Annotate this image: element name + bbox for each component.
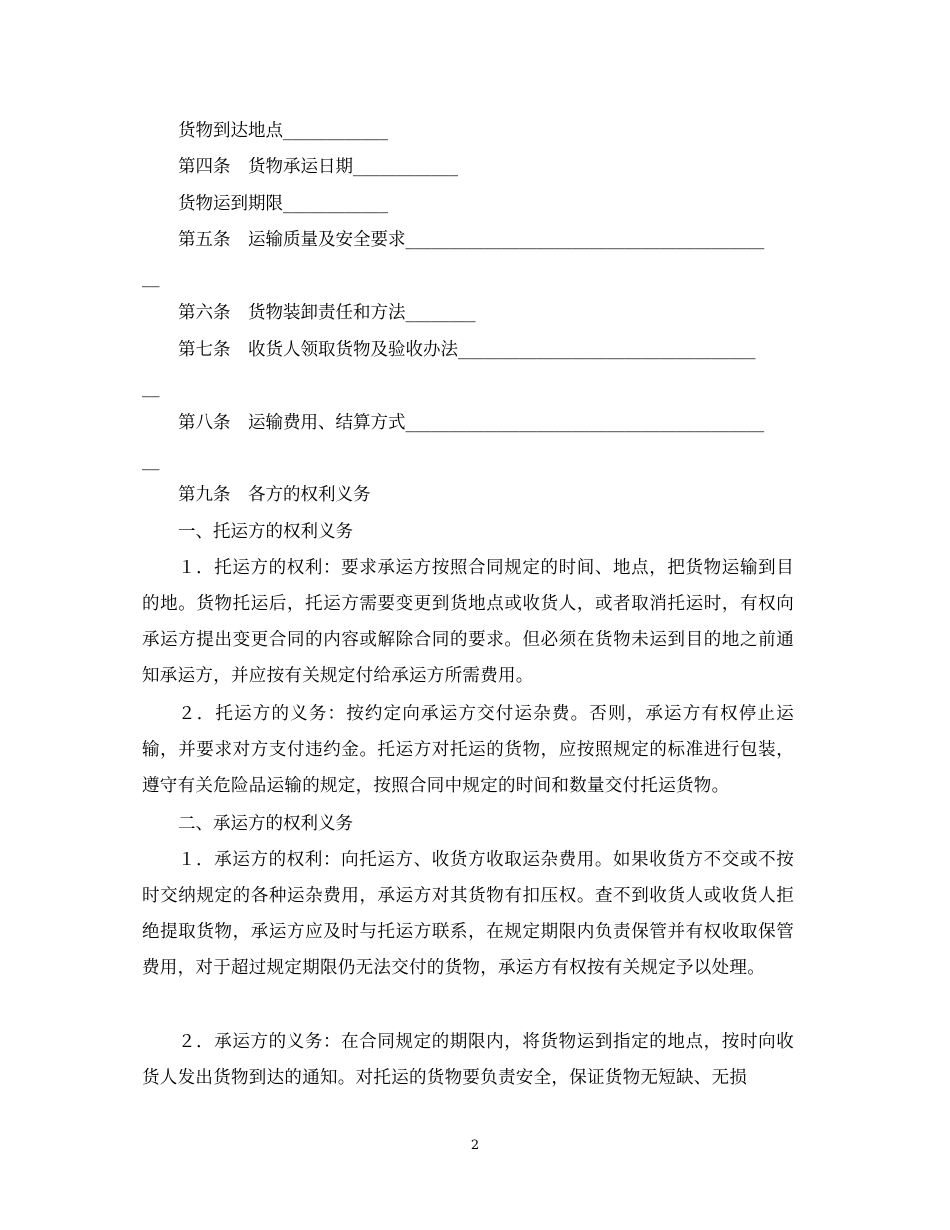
section-1-heading: 一、托运方的权利义务 (178, 522, 353, 542)
cargo-arrival-place-line: 货物到达地点____________ (178, 121, 388, 141)
shipper-rights-paragraph: １．托运方的权利：要求承运方按照合同规定的时间、地点，把货物运输到目的地。货物托运后，托运方需要变更到货地点或收货人，或者取消托运时，有权向承运方提出变更合同的内容或解除合同的要求。但必须在货物未运到目的地之前通知承运方，并应按有关规定付给承运方所需费用。 (142, 558, 794, 686)
carrier-obligations-paragraph: ２．承运方的义务：在合同规定的期限内，将货物运到指定的地点，按时向收货人发出货物到达的通知。对托运的货物要负责安全，保证货物无短缺、无损 (142, 1032, 794, 1088)
section-2-heading: 二、承运方的权利义务 (178, 814, 353, 834)
article-5-line-continuation: __ (142, 268, 160, 288)
article-7-line-continuation: __ (142, 378, 160, 398)
cargo-delivery-deadline-line: 货物运到期限____________ (178, 194, 388, 214)
page-number: 2 (470, 1138, 480, 1153)
article-7-line: 第七条 收货人领取货物及验收办法__________________________________ (178, 340, 756, 360)
article-6-line: 第六条 货物装卸责任和方法________ (178, 303, 476, 323)
article-8-line-continuation: __ (142, 451, 160, 471)
article-8-line: 第八条 运输费用、结算方式_________________________________________ (178, 413, 765, 433)
article-9-heading: 第九条 各方的权利义务 (178, 485, 371, 505)
shipper-obligations-paragraph: ２．托运方的义务：按约定向承运方交付运杂费。否则，承运方有权停止运输，并要求对方支付违约金。托运方对托运的货物，应按照规定的标准进行包装，遵守有关危险品运输的规定，按照合同中规定的时间和数量交付托运货物。 (142, 704, 794, 796)
carrier-rights-paragraph: １．承运方的权利：向托运方、收货方收取运杂费用。如果收货方不交或不按时交纳规定的各种运杂费用，承运方对其货物有扣压权。查不到收货人或收货人拒绝提取货物，承运方应及时与托运方联系，在规定期限内负责保管并有权收取保管费用，对于超过规定期限仍无法交付的货物，承运方有权按有关规定予以处理。 (142, 850, 794, 978)
article-5-line: 第五条 运输质量及安全要求_________________________________________ (178, 230, 765, 250)
article-4-line: 第四条 货物承运日期____________ (178, 157, 458, 177)
